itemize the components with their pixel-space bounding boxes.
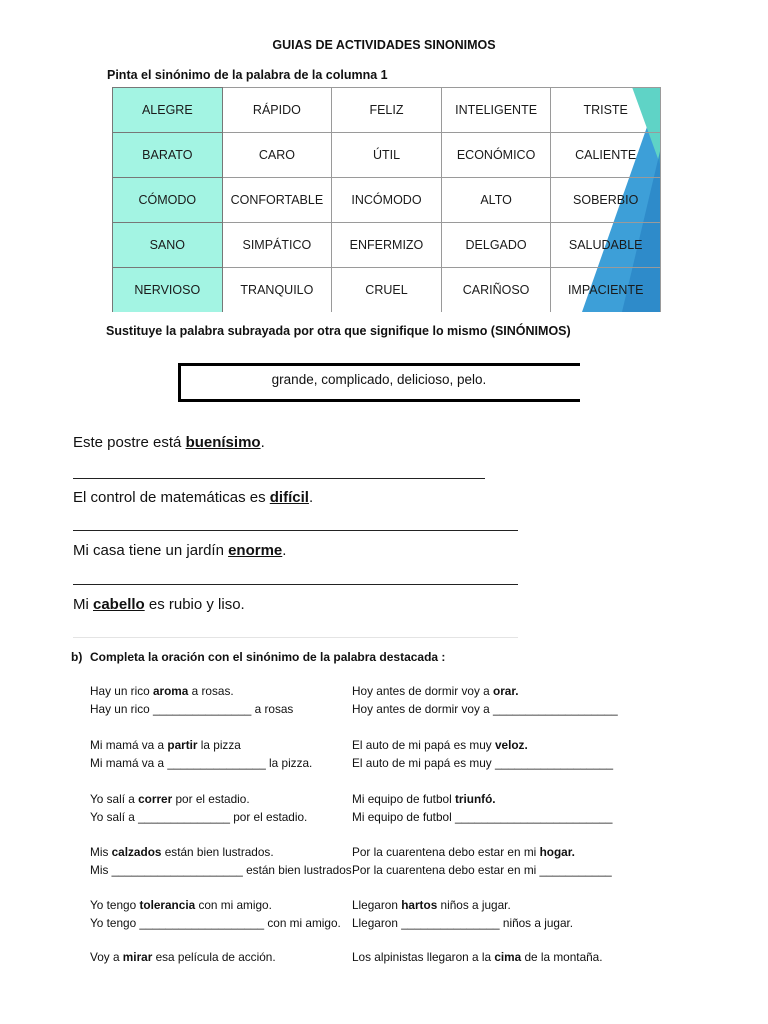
- table-row: [113, 268, 661, 313]
- exercise-answer-blank[interactable]: Mis ____________________ están bien lustrados.: [90, 863, 355, 877]
- exercise-item: [90, 790, 307, 826]
- exercise-answer-blank[interactable]: Mi equipo de futbol ________________________: [352, 810, 613, 824]
- table-cell-option[interactable]: INCÓMODO: [332, 178, 442, 223]
- exercise-answer-blank[interactable]: Llegaron _______________ niños a jugar.: [352, 916, 574, 930]
- table-cell-option[interactable]: CARO: [222, 133, 332, 178]
- question-text: Hay un rico: [90, 684, 153, 698]
- exercise-answer-blank[interactable]: El auto de mi papá es muy __________________: [352, 756, 614, 770]
- sentence-3: [73, 542, 286, 559]
- exercise-item: [352, 896, 573, 932]
- highlighted-word: tolerancia: [139, 898, 196, 912]
- exercise-item: [352, 736, 613, 772]
- exercise-question: [90, 790, 307, 808]
- underlined-word: buenísimo: [185, 434, 261, 451]
- table-cell-target-word[interactable]: SANO: [113, 223, 223, 268]
- underlined-word: difícil: [269, 489, 309, 506]
- exercise-item: [90, 896, 341, 932]
- exercise-question: [352, 682, 618, 700]
- highlighted-word: hogar.: [539, 845, 575, 859]
- exercise-question: [352, 790, 612, 808]
- exercise-item: [352, 948, 603, 966]
- question-text: Llegaron: [352, 898, 402, 912]
- exercise-question: [352, 736, 613, 754]
- question-text: con mi amigo.: [195, 898, 272, 912]
- answer-line-2[interactable]: [73, 530, 518, 531]
- table-cell-option[interactable]: CRUEL: [332, 268, 442, 313]
- exercise-question: [352, 843, 612, 861]
- sentence-text: .: [282, 542, 287, 559]
- table-cell-option[interactable]: CALIENTE: [551, 133, 661, 178]
- table-cell-option[interactable]: SIMPÁTICO: [222, 223, 332, 268]
- table-cell-option[interactable]: ALTO: [441, 178, 551, 223]
- exercise-answer-blank[interactable]: Hay un rico _______________ a rosas: [90, 702, 294, 716]
- table-cell-target-word[interactable]: NERVIOSO: [113, 268, 223, 313]
- exercise-item: [352, 682, 618, 718]
- sentence-text: Mi: [73, 596, 93, 613]
- exercise-question: [90, 896, 341, 914]
- faint-divider: [73, 637, 518, 638]
- table-cell-option[interactable]: CONFORTABLE: [222, 178, 332, 223]
- table-cell-target-word[interactable]: ALEGRE: [113, 88, 223, 133]
- synonym-table-container: [112, 87, 661, 312]
- question-text: Yo salí a: [90, 792, 139, 806]
- question-text: El auto de mi papá es muy: [352, 738, 495, 752]
- exercise-answer-blank[interactable]: Hoy antes de dormir voy a ___________________: [352, 702, 618, 716]
- page-title: GUIAS DE ACTIVIDADES SINONIMOS: [272, 38, 496, 52]
- underlined-word: cabello: [93, 596, 145, 613]
- table-row: [113, 223, 661, 268]
- exercise-question: [90, 843, 355, 861]
- answer-line-3[interactable]: [73, 584, 518, 585]
- word-bank-bottom-border: [178, 399, 580, 402]
- table-cell-option[interactable]: FELIZ: [332, 88, 442, 133]
- table-cell-option[interactable]: SALUDABLE: [551, 223, 661, 268]
- sentence-text: Este postre está: [73, 434, 186, 451]
- exercise-item: [90, 843, 355, 879]
- table-cell-target-word[interactable]: CÓMODO: [113, 178, 223, 223]
- question-text: niños a jugar.: [437, 898, 511, 912]
- table-cell-option[interactable]: SOBERBIO: [551, 178, 661, 223]
- table-row: [113, 88, 661, 133]
- word-bank-text: grande, complicado, delicioso, pelo.: [271, 372, 487, 387]
- question-text: por el estadio.: [172, 792, 250, 806]
- highlighted-word: veloz.: [494, 738, 528, 752]
- table-cell-option[interactable]: TRISTE: [551, 88, 661, 133]
- table-cell-option[interactable]: ECONÓMICO: [441, 133, 551, 178]
- instruction-substitute: Sustituye la palabra subrayada por otra que signifique lo mismo (SINÓNIMOS): [106, 324, 571, 338]
- sentence-text: .: [308, 489, 314, 506]
- table-cell-option[interactable]: ÚTIL: [332, 133, 442, 178]
- question-text: la pizza: [197, 738, 241, 752]
- highlighted-word: triunfó.: [454, 792, 496, 806]
- question-text: de la montaña.: [521, 950, 603, 964]
- question-text: Mis: [90, 845, 112, 859]
- question-text: Los alpinistas llegaron a la: [352, 950, 495, 964]
- table-cell-option[interactable]: TRANQUILO: [222, 268, 332, 313]
- sentence-text: .: [260, 434, 265, 451]
- question-text: a rosas.: [188, 684, 234, 698]
- instruction-paint-synonym: Pinta el sinónimo de la palabra de la columna 1: [107, 68, 388, 82]
- exercise-item: [90, 948, 276, 966]
- exercise-item: [352, 790, 612, 826]
- question-text: Por la cuarentena debo estar en mi: [352, 845, 540, 859]
- exercise-answer-blank[interactable]: Yo salí a ______________ por el estadio.: [90, 810, 308, 824]
- underlined-word: enorme: [228, 542, 283, 559]
- highlighted-word: mirar: [122, 950, 153, 964]
- sentence-2: [73, 489, 313, 506]
- sentence-1: [73, 434, 265, 451]
- section-b-text: Completa la oración con el sinónimo de la palabra destacada :: [90, 650, 446, 664]
- word-bank-top-border: [178, 363, 580, 366]
- exercise-item: [90, 682, 293, 718]
- table-cell-option[interactable]: DELGADO: [441, 223, 551, 268]
- table-cell-option[interactable]: INTELIGENTE: [441, 88, 551, 133]
- question-text: están bien lustrados.: [161, 845, 274, 859]
- section-b-label: b): [71, 650, 83, 664]
- sentence-4: [73, 596, 245, 613]
- question-text: esa película de acción.: [152, 950, 276, 964]
- question-text: Hoy antes de dormir voy a: [352, 684, 493, 698]
- question-text: Yo tengo: [90, 898, 140, 912]
- table-cell-option[interactable]: ENFERMIZO: [332, 223, 442, 268]
- question-text: Voy a: [90, 950, 123, 964]
- question-text: Mi equipo de futbol: [352, 792, 455, 806]
- exercise-question: [352, 896, 573, 914]
- table-row: [113, 178, 661, 223]
- exercise-item: [90, 736, 312, 772]
- exercise-question: [90, 736, 312, 754]
- exercise-question: [90, 948, 276, 966]
- sentence-text: Mi casa tiene un jardín: [73, 542, 229, 559]
- sentence-text: es rubio y liso.: [144, 596, 245, 613]
- exercise-question: [90, 682, 293, 700]
- exercise-answer-blank[interactable]: Por la cuarentena debo estar en mi ___________: [352, 863, 612, 877]
- highlighted-word: hartos: [401, 898, 438, 912]
- table-cell-option[interactable]: RÁPIDO: [222, 88, 332, 133]
- word-bank-box: [178, 363, 580, 401]
- sentence-text: El control de matemáticas es: [73, 489, 270, 506]
- exercise-answer-blank[interactable]: Mi mamá va a _______________ la pizza.: [90, 756, 313, 770]
- table-cell-target-word[interactable]: BARATO: [113, 133, 223, 178]
- highlighted-word: orar.: [492, 684, 519, 698]
- section-b-heading: [71, 650, 445, 664]
- highlighted-word: partir: [167, 738, 198, 752]
- question-text: Mi mamá va a: [90, 738, 168, 752]
- answer-line-1[interactable]: [73, 478, 485, 479]
- table-cell-option[interactable]: CARIÑOSO: [441, 268, 551, 313]
- highlighted-word: correr: [138, 792, 173, 806]
- highlighted-word: aroma: [152, 684, 189, 698]
- table-row: [113, 133, 661, 178]
- table-cell-option[interactable]: IMPACIENTE: [551, 268, 661, 313]
- exercise-question: [352, 948, 603, 966]
- highlighted-word: cima: [494, 950, 522, 964]
- highlighted-word: calzados: [111, 845, 162, 859]
- exercise-answer-blank[interactable]: Yo tengo ___________________ con mi amigo.: [90, 916, 341, 930]
- synonym-table: [112, 87, 661, 312]
- exercise-item: [352, 843, 612, 879]
